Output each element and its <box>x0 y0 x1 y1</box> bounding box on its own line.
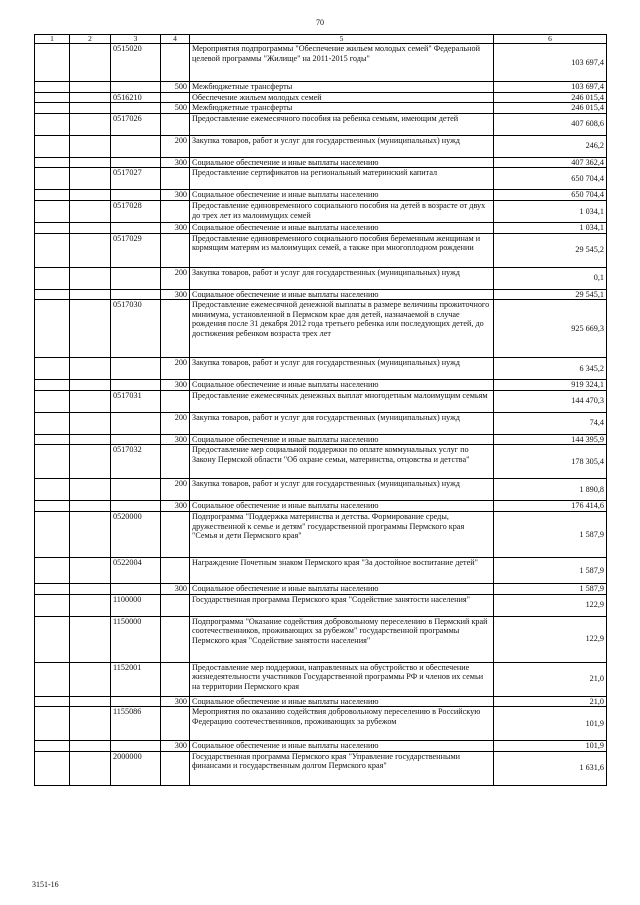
cell-type <box>161 616 190 662</box>
table-row <box>35 113 607 135</box>
cell-code <box>111 696 161 707</box>
table-row <box>35 434 607 445</box>
cell-type: 500 <box>161 103 190 114</box>
cell-col1 <box>35 300 70 358</box>
cell-type <box>161 44 190 82</box>
cell-type: 200 <box>161 358 190 380</box>
cell-code: 0517026 <box>111 113 161 135</box>
cell-code <box>111 412 161 434</box>
cell-col1 <box>35 135 70 157</box>
cell-col2 <box>70 616 111 662</box>
cell-description: Закупка товаров, работ и услуг для государственных (муниципальных) нужд <box>190 412 494 434</box>
cell-type: 200 <box>161 412 190 434</box>
cell-amount: 650 704,4 <box>494 168 607 190</box>
cell-description: Мероприятия по оказанию содействия добровольному переселению в Российскую Федерацию соотечественников, проживающих за рубежом <box>190 707 494 741</box>
cell-col2 <box>70 82 111 93</box>
cell-amount: 176 414,6 <box>494 501 607 512</box>
cell-description: Социальное обеспечение и иные выплаты населению <box>190 380 494 391</box>
table-row <box>35 103 607 114</box>
cell-col2 <box>70 751 111 785</box>
table-row <box>35 445 607 479</box>
cell-type: 300 <box>161 434 190 445</box>
cell-amount: 1 587,9 <box>494 583 607 594</box>
cell-description: Предоставление ежемесячного пособия на ребенка семьям, имеющим детей <box>190 113 494 135</box>
table-row <box>35 662 607 696</box>
cell-col1 <box>35 390 70 412</box>
cell-amount: 246 015,4 <box>494 92 607 103</box>
table-row <box>35 200 607 222</box>
cell-amount: 925 669,3 <box>494 300 607 358</box>
cell-amount: 29 545,2 <box>494 233 607 267</box>
cell-amount: 0,1 <box>494 267 607 289</box>
cell-col2 <box>70 479 111 501</box>
table-row <box>35 501 607 512</box>
cell-col1 <box>35 92 70 103</box>
table-row <box>35 267 607 289</box>
cell-description: Социальное обеспечение и иные выплаты населению <box>190 289 494 300</box>
cell-type: 200 <box>161 267 190 289</box>
cell-code: 0516210 <box>111 92 161 103</box>
cell-description: Мероприятия подпрограммы "Обеспечение жильем молодых семей" Федеральной целевой программы "Жилище" на 2011-2015 годы" <box>190 44 494 82</box>
cell-col2 <box>70 200 111 222</box>
cell-type: 300 <box>161 157 190 168</box>
cell-code <box>111 479 161 501</box>
cell-description: Государственная программа Пермского края "Содействие занятости населения" <box>190 594 494 616</box>
cell-description: Закупка товаров, работ и услуг для государственных (муниципальных) нужд <box>190 479 494 501</box>
cell-type <box>161 92 190 103</box>
cell-col1 <box>35 358 70 380</box>
cell-amount: 101,9 <box>494 707 607 741</box>
cell-type <box>161 707 190 741</box>
cell-amount: 122,9 <box>494 616 607 662</box>
cell-type <box>161 662 190 696</box>
cell-code <box>111 289 161 300</box>
cell-description: Предоставление ежемесячных денежных выплат многодетным малоимущим семьям <box>190 390 494 412</box>
table-row <box>35 168 607 190</box>
cell-amount: 1 034,1 <box>494 222 607 233</box>
cell-type: 200 <box>161 135 190 157</box>
cell-type: 300 <box>161 501 190 512</box>
cell-description: Межбюджетные трансферты <box>190 103 494 114</box>
cell-description: Закупка товаров, работ и услуг для государственных (муниципальных) нужд <box>190 135 494 157</box>
cell-col1 <box>35 103 70 114</box>
table-row <box>35 289 607 300</box>
cell-description: Социальное обеспечение и иные выплаты населению <box>190 190 494 201</box>
cell-col1 <box>35 190 70 201</box>
cell-code: 0522004 <box>111 557 161 583</box>
cell-type <box>161 511 190 557</box>
cell-code <box>111 103 161 114</box>
cell-description: Социальное обеспечение и иные выплаты населению <box>190 157 494 168</box>
cell-description: Социальное обеспечение и иные выплаты населению <box>190 696 494 707</box>
cell-col2 <box>70 157 111 168</box>
cell-col1 <box>35 157 70 168</box>
cell-code <box>111 267 161 289</box>
cell-col2 <box>70 300 111 358</box>
cell-col2 <box>70 289 111 300</box>
cell-description: Социальное обеспечение и иные выплаты населению <box>190 434 494 445</box>
cell-col2 <box>70 358 111 380</box>
cell-col1 <box>35 233 70 267</box>
cell-code: 1150000 <box>111 616 161 662</box>
cell-col2 <box>70 412 111 434</box>
table-row <box>35 222 607 233</box>
cell-description: Закупка товаров, работ и услуг для государственных (муниципальных) нужд <box>190 267 494 289</box>
cell-col2 <box>70 594 111 616</box>
cell-description: Государственная программа Пермского края "Управление государственными финансами и государственным долгом Пермского края" <box>190 751 494 785</box>
cell-col2 <box>70 511 111 557</box>
cell-type <box>161 445 190 479</box>
cell-col2 <box>70 44 111 82</box>
table-row <box>35 751 607 785</box>
header-cell-5: 5 <box>190 35 494 44</box>
cell-type: 300 <box>161 289 190 300</box>
cell-col1 <box>35 511 70 557</box>
cell-description: Обеспечение жильем молодых семей <box>190 92 494 103</box>
cell-code: 0517027 <box>111 168 161 190</box>
cell-col2 <box>70 445 111 479</box>
table-row <box>35 412 607 434</box>
header-cell-6: 6 <box>494 35 607 44</box>
cell-amount: 21,0 <box>494 696 607 707</box>
cell-code <box>111 222 161 233</box>
cell-code <box>111 434 161 445</box>
cell-code <box>111 135 161 157</box>
cell-col2 <box>70 103 111 114</box>
cell-amount: 103 697,4 <box>494 82 607 93</box>
cell-col1 <box>35 557 70 583</box>
cell-type <box>161 557 190 583</box>
cell-col2 <box>70 583 111 594</box>
cell-col1 <box>35 751 70 785</box>
cell-code: 1152001 <box>111 662 161 696</box>
cell-amount: 6 345,2 <box>494 358 607 380</box>
cell-type <box>161 390 190 412</box>
cell-amount: 122,9 <box>494 594 607 616</box>
cell-amount: 103 697,4 <box>494 44 607 82</box>
cell-amount: 144 470,3 <box>494 390 607 412</box>
cell-amount: 144 395,9 <box>494 434 607 445</box>
cell-amount: 246 015,4 <box>494 103 607 114</box>
table-row <box>35 380 607 391</box>
header-row <box>35 35 607 44</box>
cell-col2 <box>70 168 111 190</box>
table-row <box>35 696 607 707</box>
cell-description: Закупка товаров, работ и услуг для государственных (муниципальных) нужд <box>190 358 494 380</box>
table-row <box>35 358 607 380</box>
cell-col2 <box>70 267 111 289</box>
table-row <box>35 135 607 157</box>
header-cell-3: 3 <box>111 35 161 44</box>
budget-table <box>34 34 607 786</box>
cell-description: Предоставление единовременного социального пособия на детей в возрасте от двух до трех лет из малоимущих семей <box>190 200 494 222</box>
cell-col1 <box>35 616 70 662</box>
cell-col1 <box>35 479 70 501</box>
table-row <box>35 390 607 412</box>
cell-code <box>111 380 161 391</box>
footer-code: 3151-16 <box>32 880 59 889</box>
cell-type: 200 <box>161 479 190 501</box>
cell-col2 <box>70 190 111 201</box>
cell-code: 0520000 <box>111 511 161 557</box>
cell-col2 <box>70 696 111 707</box>
cell-type: 300 <box>161 583 190 594</box>
cell-amount: 101,9 <box>494 741 607 752</box>
cell-col1 <box>35 267 70 289</box>
cell-col1 <box>35 222 70 233</box>
cell-col1 <box>35 113 70 135</box>
cell-description: Подпрограмма "Поддержка материнства и детства. Формирование среды, дружественной к семье и детям" государственной программы Пермского края "Семья и дети Пермского края" <box>190 511 494 557</box>
cell-col2 <box>70 92 111 103</box>
cell-amount: 650 704,4 <box>494 190 607 201</box>
cell-code: 2000000 <box>111 751 161 785</box>
cell-col1 <box>35 168 70 190</box>
cell-type <box>161 751 190 785</box>
cell-col1 <box>35 44 70 82</box>
cell-col1 <box>35 200 70 222</box>
table-row <box>35 157 607 168</box>
cell-type: 300 <box>161 696 190 707</box>
cell-col1 <box>35 741 70 752</box>
cell-code: 1155086 <box>111 707 161 741</box>
cell-col2 <box>70 233 111 267</box>
cell-col1 <box>35 445 70 479</box>
table-row <box>35 479 607 501</box>
cell-description: Социальное обеспечение и иные выплаты населению <box>190 501 494 512</box>
cell-amount: 1 631,6 <box>494 751 607 785</box>
cell-col2 <box>70 380 111 391</box>
cell-col1 <box>35 82 70 93</box>
cell-code: 0517029 <box>111 233 161 267</box>
table-row <box>35 741 607 752</box>
cell-col1 <box>35 594 70 616</box>
table-row <box>35 707 607 741</box>
cell-description: Предоставление мер поддержки, направленных на обустройство и обеспечение жизнедеятельности участников Государственной программы РФ и членов их семьи на территории Пермского края <box>190 662 494 696</box>
page-number: 70 <box>316 18 324 27</box>
cell-col2 <box>70 135 111 157</box>
cell-code: 0517030 <box>111 300 161 358</box>
cell-col1 <box>35 434 70 445</box>
cell-code <box>111 82 161 93</box>
cell-col1 <box>35 501 70 512</box>
cell-code <box>111 583 161 594</box>
cell-description: Межбюджетные трансферты <box>190 82 494 93</box>
cell-type <box>161 113 190 135</box>
cell-amount: 919 324,1 <box>494 380 607 391</box>
table-row <box>35 300 607 358</box>
cell-amount: 407 608,6 <box>494 113 607 135</box>
cell-col2 <box>70 741 111 752</box>
cell-amount: 246,2 <box>494 135 607 157</box>
cell-col1 <box>35 696 70 707</box>
cell-code: 1100000 <box>111 594 161 616</box>
cell-col2 <box>70 434 111 445</box>
cell-amount: 1 034,1 <box>494 200 607 222</box>
table-row <box>35 583 607 594</box>
cell-col1 <box>35 412 70 434</box>
cell-col2 <box>70 707 111 741</box>
cell-code <box>111 741 161 752</box>
cell-description: Предоставление ежемесячной денежной выплаты в размере величины прожиточного минимума, установленной в Пермском крае для детей, назначаемой в случае рождения после 31 декабря 2012 года третьего ребенка или последующих детей, до достижения ребенком возраста трех лет <box>190 300 494 358</box>
cell-amount: 21,0 <box>494 662 607 696</box>
cell-description: Подпрограмма "Оказание содействия добровольному переселению в Пермский край соотечественников, проживающих за рубежом" государственной программы Пермского края "Содействие занятости населения" <box>190 616 494 662</box>
cell-description: Награждение Почетным знаком Пермского края "За достойное воспитание детей" <box>190 557 494 583</box>
cell-code <box>111 157 161 168</box>
cell-col1 <box>35 380 70 391</box>
table-row <box>35 233 607 267</box>
table-row <box>35 616 607 662</box>
cell-type <box>161 168 190 190</box>
cell-description: Социальное обеспечение и иные выплаты населению <box>190 222 494 233</box>
cell-type: 300 <box>161 222 190 233</box>
cell-type: 300 <box>161 741 190 752</box>
cell-code <box>111 190 161 201</box>
cell-code: 0517031 <box>111 390 161 412</box>
cell-amount: 29 545,1 <box>494 289 607 300</box>
table-row <box>35 594 607 616</box>
cell-description: Предоставление единовременного социального пособия беременным женщинам и кормящим матерям из малоимущих семей, а также при многоплодном рождении <box>190 233 494 267</box>
cell-col2 <box>70 222 111 233</box>
cell-type: 300 <box>161 380 190 391</box>
cell-amount: 1 890,8 <box>494 479 607 501</box>
cell-description: Предоставление мер социальной поддержки по оплате коммунальных услуг по Закону Пермской области "Об охране семьи, материнства, отцовства и детства" <box>190 445 494 479</box>
cell-col2 <box>70 113 111 135</box>
table-row <box>35 82 607 93</box>
cell-code: 0517032 <box>111 445 161 479</box>
cell-type <box>161 594 190 616</box>
table-row <box>35 557 607 583</box>
cell-col1 <box>35 707 70 741</box>
header-cell-1: 1 <box>35 35 70 44</box>
header-cell-4: 4 <box>161 35 190 44</box>
cell-type <box>161 200 190 222</box>
cell-type: 300 <box>161 190 190 201</box>
cell-amount: 74,4 <box>494 412 607 434</box>
table-row <box>35 511 607 557</box>
cell-type: 500 <box>161 82 190 93</box>
cell-amount: 1 587,9 <box>494 557 607 583</box>
cell-type <box>161 233 190 267</box>
cell-amount: 178 305,4 <box>494 445 607 479</box>
cell-code: 0515020 <box>111 44 161 82</box>
cell-col2 <box>70 501 111 512</box>
cell-col1 <box>35 583 70 594</box>
cell-col2 <box>70 557 111 583</box>
cell-col1 <box>35 289 70 300</box>
cell-col2 <box>70 390 111 412</box>
cell-col1 <box>35 662 70 696</box>
cell-amount: 407 362,4 <box>494 157 607 168</box>
cell-type <box>161 300 190 358</box>
cell-code: 0517028 <box>111 200 161 222</box>
cell-description: Предоставление сертификатов на региональный материнский капитал <box>190 168 494 190</box>
table-row <box>35 44 607 82</box>
cell-code <box>111 358 161 380</box>
cell-amount: 1 587,9 <box>494 511 607 557</box>
cell-description: Социальное обеспечение и иные выплаты населению <box>190 583 494 594</box>
table-row <box>35 92 607 103</box>
cell-code <box>111 501 161 512</box>
header-cell-2: 2 <box>70 35 111 44</box>
cell-description: Социальное обеспечение и иные выплаты населению <box>190 741 494 752</box>
cell-col2 <box>70 662 111 696</box>
table-row <box>35 190 607 201</box>
